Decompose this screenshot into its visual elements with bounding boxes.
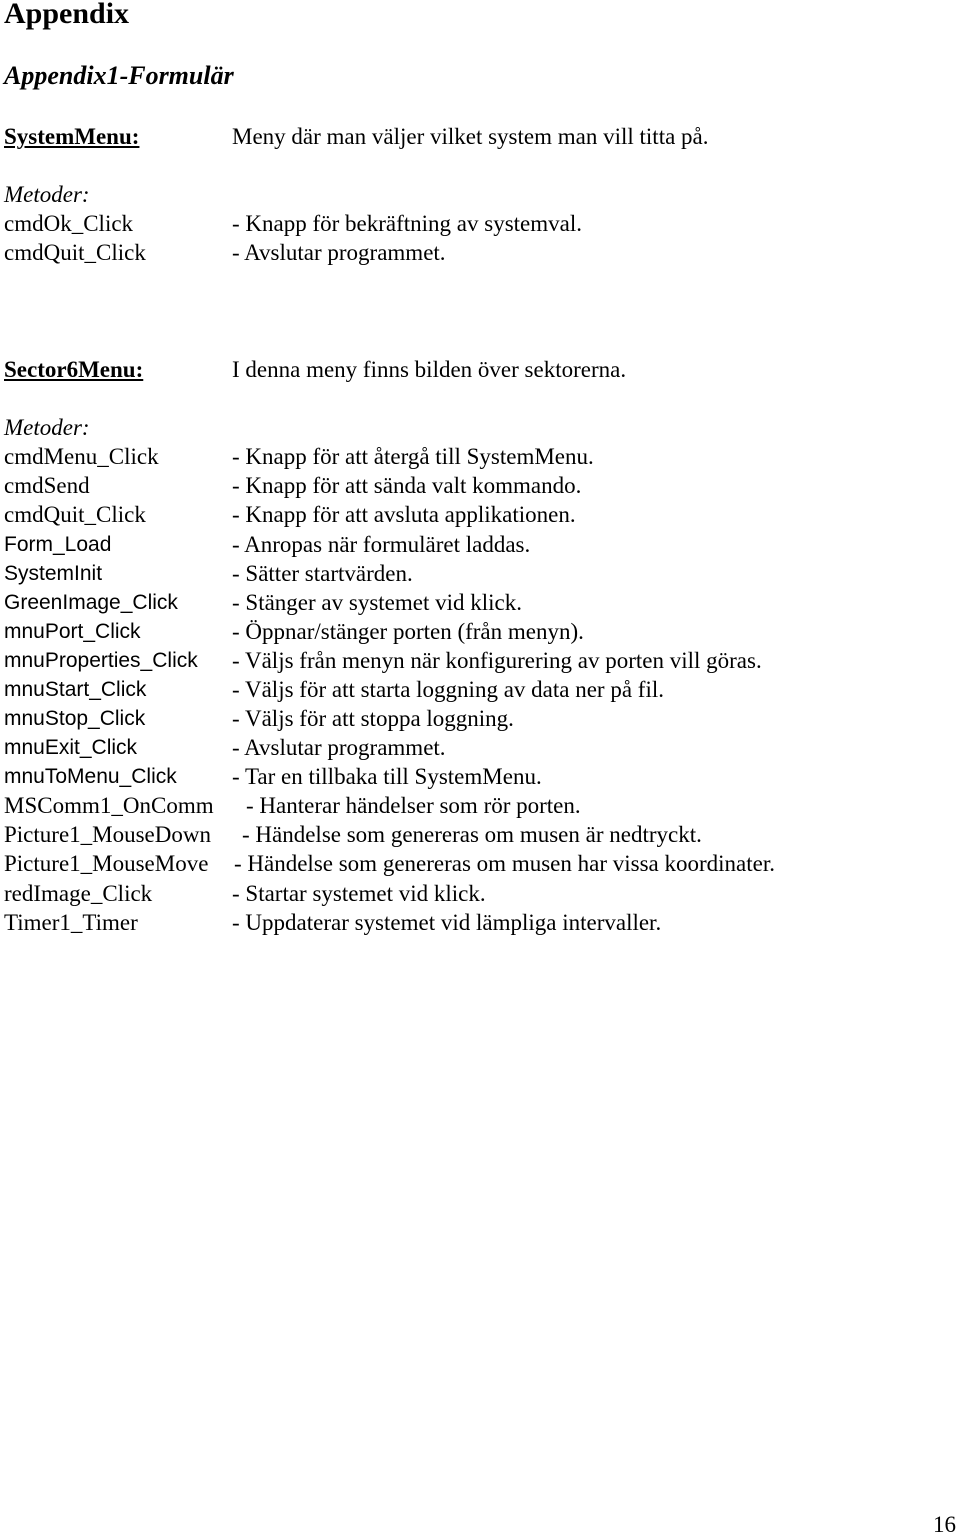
- methods-label: Metoder:: [4, 182, 90, 207]
- form-name: Sector6Menu:: [4, 357, 144, 382]
- method-row: [4, 588, 924, 617]
- method-name: mnuPort_Click: [4, 620, 141, 643]
- page-heading: Appendix: [4, 0, 130, 30]
- method-description: - Väljs för att starta loggning av data ner på fil.: [232, 677, 664, 702]
- method-row: [4, 675, 924, 704]
- method-description: - Avslutar programmet.: [232, 240, 446, 265]
- method-row: [4, 849, 924, 878]
- method-row: [4, 559, 924, 588]
- method-name: mnuProperties_Click: [4, 649, 198, 672]
- method-row: [4, 617, 924, 646]
- appendix-subheading: Appendix1-Formulär: [4, 61, 234, 90]
- method-name: cmdQuit_Click: [4, 502, 146, 527]
- method-row: [4, 791, 924, 820]
- method-description: - Tar en tillbaka till SystemMenu.: [232, 764, 542, 789]
- method-description: - Hanterar händelser som rör porten.: [246, 793, 581, 818]
- method-row: [4, 733, 924, 762]
- method-description: - Knapp för bekräftning av systemval.: [232, 211, 583, 236]
- methods-label: Metoder:: [4, 415, 90, 440]
- method-row: [4, 704, 924, 733]
- method-description: - Knapp för att sända valt kommando.: [232, 473, 582, 498]
- method-name: cmdSend: [4, 473, 90, 498]
- form-description: Meny där man väljer vilket system man vill titta på.: [232, 124, 709, 149]
- form-name: SystemMenu:: [4, 124, 140, 149]
- form-description: I denna meny finns bilden över sektorerna.: [232, 357, 627, 382]
- method-name: Picture1_MouseDown: [4, 822, 211, 847]
- method-description: - Stänger av systemet vid klick.: [232, 590, 522, 615]
- method-row: [4, 442, 924, 471]
- method-row: [4, 908, 924, 937]
- method-description: - Uppdaterar systemet vid lämpliga intervaller.: [232, 910, 662, 935]
- method-name: Timer1_Timer: [4, 910, 138, 935]
- method-row: [4, 500, 924, 529]
- method-description: - Anropas när formuläret laddas.: [232, 532, 531, 557]
- method-name: mnuToMenu_Click: [4, 765, 177, 788]
- method-row: [4, 471, 924, 500]
- method-name: mnuStart_Click: [4, 678, 147, 701]
- method-row: [4, 646, 924, 675]
- method-name: cmdMenu_Click: [4, 444, 159, 469]
- method-description: - Knapp för att avsluta applikationen.: [232, 502, 576, 527]
- method-name: redImage_Click: [4, 881, 153, 906]
- method-row: [4, 238, 924, 267]
- method-name: mnuExit_Click: [4, 736, 138, 759]
- method-name: Picture1_MouseMove: [4, 851, 209, 876]
- method-name: cmdQuit_Click: [4, 240, 146, 265]
- method-description: - Väljs för att stoppa loggning.: [232, 706, 514, 731]
- method-row: [4, 820, 924, 849]
- method-description: - Väljs från menyn när konfigurering av porten vill göras.: [232, 648, 762, 673]
- method-description: - Händelse som genereras om musen har vissa koordinater.: [234, 851, 775, 876]
- page-number: 16: [933, 1512, 956, 1537]
- method-name: mnuStop_Click: [4, 707, 146, 730]
- method-name: MSComm1_OnComm: [4, 793, 214, 818]
- method-description: - Startar systemet vid klick.: [232, 881, 486, 906]
- method-row: [4, 530, 924, 559]
- method-description: - Öppnar/stänger porten (från menyn).: [232, 619, 584, 644]
- method-name: GreenImage_Click: [4, 591, 178, 614]
- method-description: - Knapp för att återgå till SystemMenu.: [232, 444, 594, 469]
- method-row: [4, 209, 924, 238]
- method-name: SystemInit: [4, 562, 103, 585]
- method-description: - Händelse som genereras om musen är nedtryckt.: [242, 822, 702, 847]
- method-name: Form_Load: [4, 533, 112, 556]
- method-name: cmdOk_Click: [4, 211, 134, 236]
- method-description: - Sätter startvärden.: [232, 561, 413, 586]
- method-row: [4, 762, 924, 791]
- method-description: - Avslutar programmet.: [232, 735, 446, 760]
- method-row: [4, 879, 924, 908]
